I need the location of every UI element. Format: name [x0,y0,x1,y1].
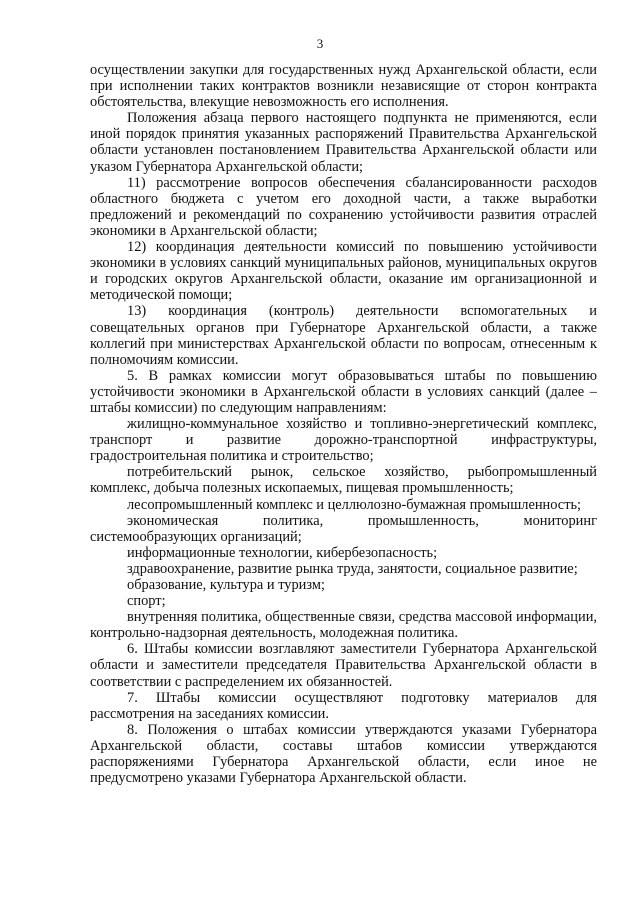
paragraph-item-13: 13) координация (контроль) деятельности вспомогательных и совещательных органов при Губернаторе Архангельской области, а также коллегий при министерствах Архангельской области по вопросам, отнесенным к полномочиям комиссии. [90,303,597,368]
list-item-direction: потребительский рынок, сельское хозяйство, рыбопромышленный комплекс, добыча полезных ископаемых, пищевая промышленность; [90,464,597,497]
list-item-direction: жилищно-коммунальное хозяйство и топливно-энергетический комплекс, транспорт и развитие дорожно-транспортной инфраструктуры, градостроительная политика и строительство; [90,416,597,465]
list-item-direction: лесопромышленный комплекс и целлюлозно-бумажная промышленность; [127,496,582,513]
list-item-direction: экономическая политика, промышленность, мониторинг системообразующих организаций; [90,512,597,545]
paragraph-item-12: 12) координация деятельности комиссий по повышению устойчивости экономики в условиях санкций муниципальных районов, муниципальных округов и городских округов Архангельской области, оказание им организационной и методической помощи; [90,239,597,304]
paragraph-section-8: 8. Положения о штабах комиссии утверждаются указами Губернатора Архангельской области, составы штабов комиссии утверждаются распоряжениями Губернатора Архангельской области, если иное не предусмотрено указами Губернатора Архангельской области. [90,721,597,787]
paragraph-section-7: 7. Штабы комиссии осуществляют подготовку материалов для рассмотрения на заседаниях комиссии. [90,689,597,722]
list-item-direction: спорт; [127,593,166,610]
page-number: 3 [316,36,324,51]
document-body [90,62,597,786]
list-item-direction: информационные технологии, кибербезопасность; [127,544,438,561]
paragraph: Положения абзаца первого настоящего подпункта не применяются, если иной порядок принятия указанных распоряжений Правительства Архангельской области установлен постановлением Правительства Архангельской области или указом Губернатора Архангельской области; [90,110,597,175]
paragraph-section-6: 6. Штабы комиссии возглавляют заместители Губернатора Архангельской области и заместители председателя Правительства Архангельской области в соответствии с распределением их обязанностей. [90,641,597,690]
paragraph-item-11: 11) рассмотрение вопросов обеспечения сбалансированности расходов областного бюджета с учетом его доходной части, а также выработки предложений и рекомендаций по сохранению устойчивости развития отраслей экономики в Архангельской области; [90,174,597,239]
paragraph-continuation: осуществлении закупки для государственных нужд Архангельской области, если при исполнении таких контрактов возникли независящие от сторон контракта обстоятельства, влекущие невозможность его исполнения. [90,62,597,111]
list-item-direction: внутренняя политика, общественные связи, средства массовой информации, контрольно-надзорная деятельность, молодежная политика. [90,609,597,642]
paragraph-section-5: 5. В рамках комиссии могут образовываться штабы по повышению устойчивости экономики в Архангельской области в условиях санкций (далее – штабы комиссии) по следующим направлениям: [90,367,597,416]
list-item-direction: здравоохранение, развитие рынка труда, занятости, социальное развитие; [127,560,578,577]
list-item-direction: образование, культура и туризм; [127,577,325,593]
